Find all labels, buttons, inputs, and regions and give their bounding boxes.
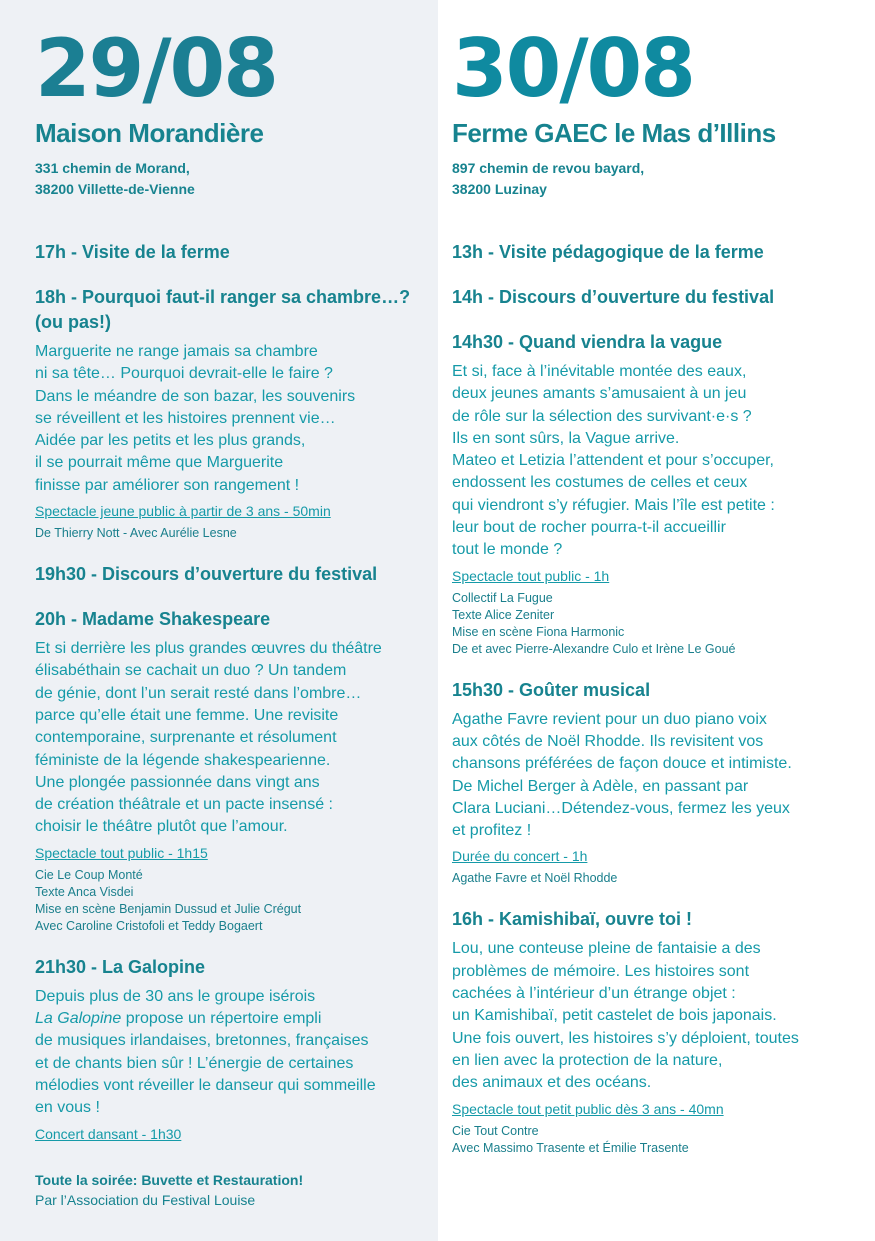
event-credits: Cie Le Coup Monté Texte Anca Visdei Mise en scène Benjamin Dussud et Julie Crégut Avec Caroline Cristofoli et Teddy Bogaert: [35, 867, 302, 933]
venue-address: [35, 158, 426, 200]
address-line: 331 chemin de Morand,: [35, 160, 190, 176]
event-description: [35, 986, 426, 1120]
address-line: 38200 Villette-de-Vienne: [35, 181, 195, 197]
evening-note-title: Toute la soirée: Buvette et Restauration!: [35, 1171, 304, 1188]
event-item: [452, 285, 865, 310]
event-title: 16h - Kamishibaï, ouvre toi !: [452, 909, 693, 930]
event-title: 18h - Pourquoi faut-il ranger sa chambre…? (ou pas!): [35, 287, 411, 332]
group-name: La Galopine: [35, 1010, 122, 1028]
event-credits: Collectif La Fugue Texte Alice Zeniter Mise en scène Fiona Harmonic De et avec Pierre-Alexandre Culo et Irène Le Goué: [452, 590, 736, 656]
event-description: Marguerite ne range jamais sa chambre ni sa tête… Pourquoi devrait-elle le faire ? Dans le méandre de son bazar, les souvenirs se réveillent et les histoires prennent vie… Aidée par les petits et les plus grands, il se pourrait même que Marguerite finisse par améliorer son rangement !: [35, 343, 356, 494]
event-item: [452, 330, 865, 658]
description-text: propose un répertoire empli de musiques irlandaises, bretonnes, françaises et de chants bien sûr ! L’énergie de certaines mélodies vont réveiller le danseur qui sommeille en vous !: [35, 1010, 376, 1117]
event-item: [35, 955, 426, 1144]
event-title: 20h - Madame Shakespeare: [35, 609, 271, 630]
day-date: 30/08: [452, 22, 694, 115]
event-item: [452, 907, 865, 1156]
description-text: Depuis plus de 30 ans le groupe isérois: [35, 987, 316, 1005]
event-title: 15h30 - Goûter musical: [452, 679, 651, 700]
event-description: Et si, face à l’inévitable montée des eaux, deux jeunes amants s’amusaient à un jeu de rôle sur la sélection des survivant·e·s ? Ils en sont sûrs, la Vague arrive. Mateo et Letizia l’attendent et pour s’occuper, endossent les costumes de celles et ceux qui viendront s’y réfugier. Mais l’île est petite : leur bout de rocher pourra-t-il accueillir tout le monde ?: [452, 363, 775, 559]
event-title: 19h30 - Discours d’ouverture du festival: [35, 564, 378, 585]
event-type-link[interactable]: Spectacle tout petit public dès 3 ans - 40mn: [452, 1100, 724, 1117]
event-title: 14h30 - Quand viendra la vague: [452, 332, 723, 352]
event-type-link[interactable]: Spectacle tout public - 1h: [452, 567, 610, 584]
event-item: [35, 240, 426, 265]
event-type-link[interactable]: Concert dansant - 1h30: [35, 1125, 182, 1142]
event-description: Agathe Favre revient pour un duo piano voix aux côtés de Noël Rhodde. Ils revisitent vos chansons préférées de façon douce et intimiste. De Michel Berger à Adèle, en passant par Clara Luciani…Détendez-vous, fermez les yeux et profitez !: [452, 710, 792, 840]
event-item: [35, 285, 426, 542]
address-line: 38200 Luzinay: [452, 181, 547, 197]
event-item: [452, 240, 865, 265]
event-description: Lou, une conteuse pleine de fantaisie a des problèmes de mémoire. Les histoires sont cachées à l’intérieur d’un étrange objet : un Kamishibaï, petit castelet de bois japonais. Une fois ouvert, les histoires s’y déploient, toutes en lien avec la protection de la nature, des animaux et des océans.: [452, 940, 799, 1092]
day-date: 29/08: [35, 22, 277, 115]
event-item: [452, 678, 865, 888]
event-credits: Agathe Favre et Noël Rhodde: [452, 871, 618, 886]
venue-address: [452, 158, 865, 200]
event-type-link[interactable]: Spectacle tout public - 1h15: [35, 844, 208, 861]
event-list: [35, 240, 426, 1144]
day-column-30-08: [438, 0, 875, 1241]
evening-note-sub: Par l’Association du Festival Louise: [35, 1191, 256, 1208]
event-title: 14h - Discours d’ouverture du festival: [452, 287, 775, 307]
event-type-link[interactable]: Spectacle jeune public à partir de 3 ans - 50min: [35, 503, 331, 520]
event-item: [35, 562, 426, 587]
address-line: 897 chemin de revou bayard,: [452, 160, 645, 176]
event-type-link[interactable]: Durée du concert - 1h: [452, 848, 588, 865]
event-credits: De Thierry Nott - Avec Aurélie Lesne: [35, 526, 237, 541]
event-title: 21h30 - La Galopine: [35, 956, 206, 977]
event-title: 17h - Visite de la ferme: [35, 242, 230, 262]
venue-name: Ferme GAEC le Mas d’Illins: [452, 118, 776, 148]
event-credits: Cie Tout Contre Avec Massimo Trasente et Émilie Trasente: [452, 1123, 689, 1155]
event-description: Et si derrière les plus grandes œuvres du théâtre élisabéthain se cachait un duo ? Un tandem de génie, dont l’un serait resté dans l’ombre… parce qu’elle était une femme. Une revisite contemporaine, surprenante et résolument féministe de la légende shakespearienne. Une plongée passionnée dans vingt ans de création théâtrale et un pacte insensé : choisir le théâtre plutôt que l’amour.: [35, 640, 382, 836]
event-list: [452, 240, 865, 1157]
event-title: 13h - Visite pédagogique de la ferme: [452, 242, 764, 262]
venue-name: Maison Morandière: [35, 118, 264, 148]
event-item: [35, 607, 426, 935]
